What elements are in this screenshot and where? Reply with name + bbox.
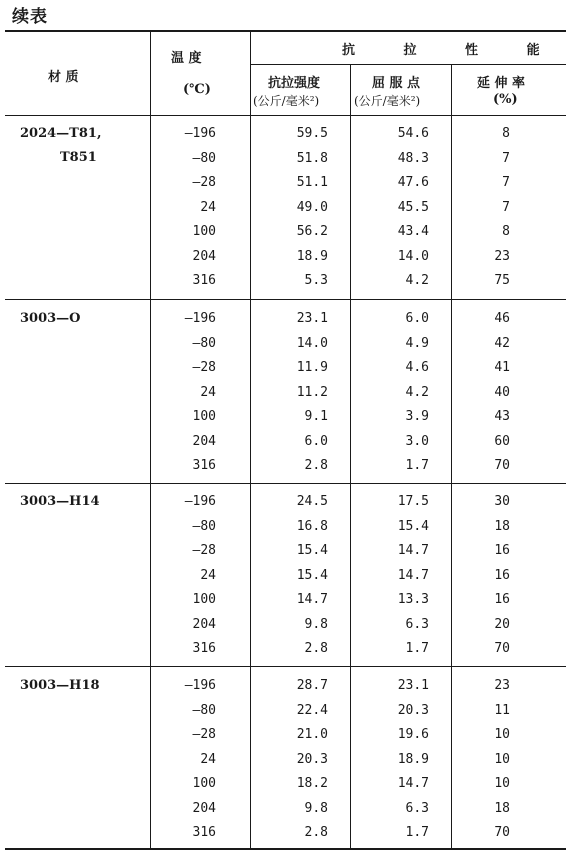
yield-point-cell: 6.0 — [405, 311, 429, 326]
elongation-cell: 10 — [494, 751, 510, 767]
tensile-strength-cell: 18.2 — [296, 776, 328, 791]
yield-point-cell: 43.4 — [397, 224, 429, 239]
group-separator — [5, 483, 566, 484]
elongation-cell: 70 — [494, 641, 510, 656]
temperature-cell: —28 — [192, 543, 216, 558]
header-sub-rule — [250, 64, 566, 65]
elongation-cell: 8 — [502, 126, 510, 141]
header-tensile-strength: 抗拉强度 — [268, 76, 321, 91]
yield-point-cell: 19.6 — [397, 727, 429, 742]
temperature-cell: 100 — [192, 592, 216, 607]
temperature-cell: 316 — [192, 273, 216, 288]
yield-point-cell: 23.1 — [397, 678, 429, 693]
tensile-strength-cell: 9.8 — [304, 800, 328, 816]
yield-point-cell: 47.6 — [397, 175, 429, 190]
table-bottom-rule — [5, 848, 566, 850]
header-elongation: 延 伸 率 — [477, 76, 526, 91]
elongation-cell: 16 — [494, 592, 510, 607]
elongation-cell: 8 — [502, 224, 510, 239]
tensile-strength-cell: 2.8 — [304, 458, 328, 473]
tensile-strength-cell: 11.9 — [296, 360, 328, 375]
tensile-strength-cell: 23.1 — [296, 311, 328, 326]
yield-point-cell: 54.6 — [397, 126, 429, 141]
tensile-strength-cell: 2.8 — [304, 825, 328, 840]
page-title: 续表 — [12, 7, 48, 27]
elongation-cell: 16 — [494, 567, 510, 583]
elongation-cell: 16 — [494, 543, 510, 558]
temperature-cell: —196 — [184, 678, 216, 693]
temperature-cell: 204 — [192, 800, 216, 816]
elongation-cell: 10 — [494, 776, 510, 791]
table-top-rule — [5, 30, 566, 32]
yield-point-cell: 18.9 — [397, 751, 429, 767]
tensile-strength-cell: 24.5 — [296, 494, 328, 509]
tensile-strength-cell: 59.5 — [296, 126, 328, 141]
elongation-cell: 70 — [494, 458, 510, 473]
yield-point-cell: 48.3 — [397, 150, 429, 166]
temperature-cell: 204 — [192, 248, 216, 264]
yield-point-cell: 1.7 — [405, 641, 429, 656]
yield-point-cell: 17.5 — [397, 494, 429, 509]
tensile-strength-cell: 9.1 — [304, 409, 328, 424]
elongation-cell: 7 — [502, 199, 510, 215]
yield-point-cell: 13.3 — [397, 592, 429, 607]
elongation-cell: 30 — [494, 494, 510, 509]
tensile-strength-cell: 5.3 — [304, 273, 328, 288]
elongation-cell: 43 — [494, 409, 510, 424]
tensile-strength-cell: 28.7 — [296, 678, 328, 693]
tensile-strength-cell: 18.9 — [296, 248, 328, 264]
tensile-strength-cell: 6.0 — [304, 433, 328, 449]
tensile-strength-cell: 21.0 — [296, 727, 328, 742]
yield-point-cell: 4.2 — [405, 384, 429, 400]
tensile-strength-cell: 51.8 — [296, 150, 328, 166]
yield-point-cell: 4.6 — [405, 360, 429, 375]
temperature-cell: —28 — [192, 727, 216, 742]
elongation-cell: 23 — [494, 248, 510, 264]
tensile-strength-cell: 20.3 — [296, 751, 328, 767]
elongation-cell: 7 — [502, 175, 510, 190]
tensile-strength-cell: 15.4 — [296, 567, 328, 583]
yield-point-cell: 4.9 — [405, 335, 429, 351]
temperature-cell: 24 — [200, 751, 216, 767]
yield-point-cell: 14.7 — [397, 567, 429, 583]
elongation-cell: 23 — [494, 678, 510, 693]
header-temperature: 温 度 — [171, 51, 202, 66]
yield-point-cell: 14.7 — [397, 543, 429, 558]
tensile-strength-cell: 2.8 — [304, 641, 328, 656]
elongation-cell: 7 — [502, 150, 510, 166]
temperature-cell: —28 — [192, 360, 216, 375]
header-elongation-unit: (%) — [493, 92, 518, 107]
temperature-cell: 100 — [192, 776, 216, 791]
elongation-cell: 18 — [494, 518, 510, 534]
header-temperature-unit: (℃) — [183, 82, 211, 97]
header-material: 材 质 — [48, 70, 79, 85]
temperature-cell: —80 — [192, 518, 216, 534]
temperature-cell: 316 — [192, 458, 216, 473]
yield-point-cell: 45.5 — [397, 199, 429, 215]
yield-point-cell: 3.9 — [405, 409, 429, 424]
tensile-strength-cell: 22.4 — [296, 702, 328, 718]
elongation-cell: 10 — [494, 727, 510, 742]
tensile-strength-cell: 14.0 — [296, 335, 328, 351]
temperature-cell: 204 — [192, 616, 216, 632]
tensile-strength-cell: 15.4 — [296, 543, 328, 558]
yield-point-cell: 15.4 — [397, 518, 429, 534]
group-separator — [5, 666, 566, 667]
header-tensile-strength-unit: (公斤/毫米²) — [253, 94, 320, 108]
temperature-cell: —80 — [192, 702, 216, 718]
material-name: 2024—T81, — [20, 126, 102, 141]
material-name: 3003—H14 — [20, 494, 100, 509]
temperature-cell: —80 — [192, 150, 216, 166]
elongation-cell: 20 — [494, 616, 510, 632]
group-separator — [5, 299, 566, 300]
yield-point-cell: 4.2 — [405, 273, 429, 288]
temperature-cell: —80 — [192, 335, 216, 351]
temperature-cell: —196 — [184, 126, 216, 141]
yield-point-cell: 1.7 — [405, 825, 429, 840]
yield-point-cell: 6.3 — [405, 800, 429, 816]
elongation-cell: 46 — [494, 311, 510, 326]
temperature-cell: —196 — [184, 311, 216, 326]
yield-point-cell: 14.0 — [397, 248, 429, 264]
tensile-strength-cell: 56.2 — [296, 224, 328, 239]
temperature-cell: 316 — [192, 825, 216, 840]
material-name: T851 — [60, 150, 97, 165]
elongation-cell: 40 — [494, 384, 510, 400]
temperature-cell: 316 — [192, 641, 216, 656]
yield-point-cell: 6.3 — [405, 616, 429, 632]
temperature-cell: 204 — [192, 433, 216, 449]
tensile-strength-cell: 14.7 — [296, 592, 328, 607]
temperature-cell: —28 — [192, 175, 216, 190]
yield-point-cell: 14.7 — [397, 776, 429, 791]
tensile-strength-cell: 9.8 — [304, 616, 328, 632]
yield-point-cell: 1.7 — [405, 458, 429, 473]
elongation-cell: 75 — [494, 273, 510, 288]
column-divider — [451, 65, 452, 848]
temperature-cell: 100 — [192, 409, 216, 424]
elongation-cell: 70 — [494, 825, 510, 840]
elongation-cell: 42 — [494, 335, 510, 351]
temperature-cell: 24 — [200, 199, 216, 215]
elongation-cell: 11 — [494, 702, 510, 718]
header-bottom-rule — [5, 115, 566, 116]
temperature-cell: —196 — [184, 494, 216, 509]
elongation-cell: 60 — [494, 433, 510, 449]
yield-point-cell: 20.3 — [397, 702, 429, 718]
tensile-strength-cell: 49.0 — [296, 199, 328, 215]
header-tensile-properties: 抗 拉 性 能 — [342, 43, 562, 58]
column-divider — [350, 65, 351, 848]
temperature-cell: 24 — [200, 567, 216, 583]
elongation-cell: 41 — [494, 360, 510, 375]
header-yield-point-unit: (公斤/毫米²) — [354, 94, 421, 108]
temperature-cell: 100 — [192, 224, 216, 239]
temperature-cell: 24 — [200, 384, 216, 400]
tensile-strength-cell: 16.8 — [296, 518, 328, 534]
material-name: 3003—O — [20, 311, 81, 326]
material-name: 3003—H18 — [20, 678, 100, 693]
column-divider — [250, 32, 251, 848]
header-yield-point: 屈 服 点 — [372, 76, 421, 91]
yield-point-cell: 3.0 — [405, 433, 429, 449]
elongation-cell: 18 — [494, 800, 510, 816]
tensile-strength-cell: 51.1 — [296, 175, 328, 190]
tensile-strength-cell: 11.2 — [296, 384, 328, 400]
